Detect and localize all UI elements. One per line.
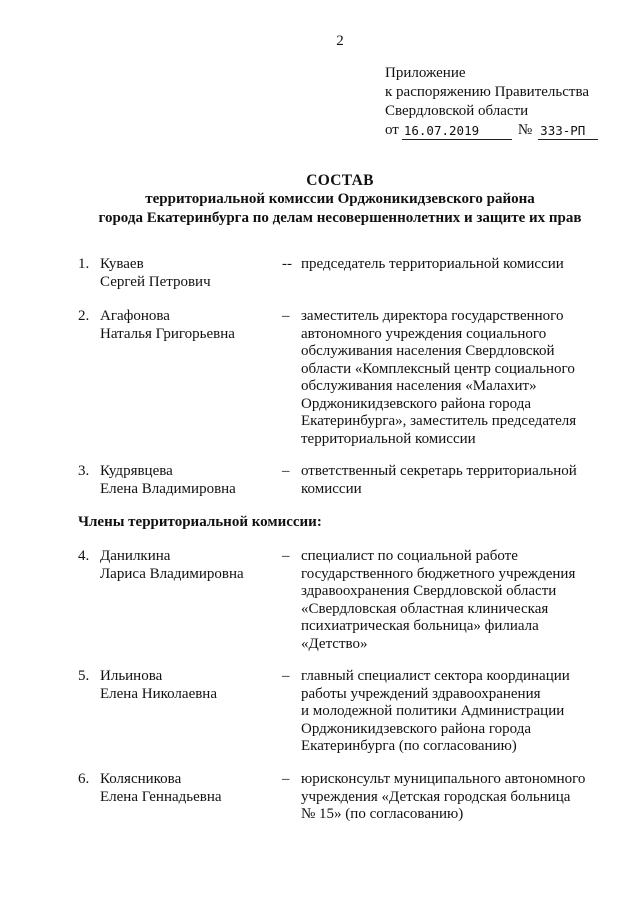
member-surname: Агафонова xyxy=(100,308,170,324)
appendix-line-1: Приложение xyxy=(385,65,466,81)
page-number: 2 xyxy=(336,33,344,49)
member-dash: – xyxy=(282,463,290,479)
member-dash: – xyxy=(282,548,290,564)
member-dash: – xyxy=(282,668,290,684)
role-line: государственного бюджетного учреждения xyxy=(301,565,576,582)
member-name xyxy=(100,463,280,498)
role-line: юрисконсульт муниципального автономного xyxy=(301,771,586,787)
member-dash: – xyxy=(282,771,290,787)
member-name xyxy=(100,771,280,806)
appendix-line-2: к распоряжению Правительства xyxy=(385,84,590,100)
appendix-line-3: Свердловской области xyxy=(385,103,529,119)
role-line: обслуживания населения Свердловской xyxy=(301,343,555,359)
order-date: 16.07.2019 xyxy=(402,124,512,140)
member-given-names: Елена Николаевна xyxy=(100,685,217,702)
role-line: специалист по социальной работе xyxy=(301,548,518,564)
role-line: обслуживания населения «Малахит» xyxy=(301,378,537,394)
number-label: № xyxy=(517,122,533,138)
member-surname: Кудрявцева xyxy=(100,463,173,479)
role-line: автономного учреждения социального xyxy=(301,325,547,342)
member-given-names: Наталья Григорьевна xyxy=(100,325,235,342)
member-given-names: Елена Геннадьевна xyxy=(100,788,222,805)
member-number: 1. xyxy=(78,256,90,272)
member-dash: – xyxy=(282,308,290,324)
member-given-names: Лариса Владимировна xyxy=(100,565,244,582)
member-name xyxy=(100,308,280,343)
title-line-2: территориальной комиссии Орджоникидзевского района xyxy=(145,191,535,207)
from-label: от xyxy=(385,122,399,138)
member-role xyxy=(301,308,601,448)
role-line: председатель территориальной комиссии xyxy=(301,256,564,272)
member-number: 6. xyxy=(78,771,90,787)
role-line: Орджоникидзевского района города xyxy=(301,720,531,737)
appendix-block xyxy=(385,64,598,140)
role-line: главный специалист сектора координации xyxy=(301,668,570,684)
member-number: 5. xyxy=(78,668,90,684)
role-line: Екатеринбурга», заместитель председателя xyxy=(301,413,577,429)
role-line: и молодежной политики Администрации xyxy=(301,703,565,719)
role-line: Екатеринбурга (по согласованию) xyxy=(301,738,517,754)
member-given-names: Сергей Петрович xyxy=(100,273,211,290)
order-number: 333-РП xyxy=(538,124,598,140)
role-line: психиатрическая больница» филиала xyxy=(301,618,539,634)
role-line: заместитель директора государственного xyxy=(301,308,564,324)
document-title xyxy=(0,171,640,228)
role-line: учреждения «Детская городская больница xyxy=(301,788,571,805)
role-line: территориальной комиссии xyxy=(301,430,476,447)
role-line: «Свердловская областная клиническая xyxy=(301,600,549,617)
member-surname: Колясникова xyxy=(100,771,182,787)
title-line-3: города Екатеринбурга по делам несовершеннолетних и защите их прав xyxy=(98,210,582,226)
role-line: № 15» (по согласованию) xyxy=(301,806,464,822)
member-role xyxy=(301,548,601,653)
member-role xyxy=(301,463,601,498)
role-line: Орджоникидзевского района города xyxy=(301,395,531,412)
role-line: здравоохранения Свердловской области xyxy=(301,583,557,599)
title-line-1: СОСТАВ xyxy=(306,172,374,189)
members-heading: Члены территориальной комиссии: xyxy=(78,514,322,530)
member-name xyxy=(100,668,280,703)
member-number: 2. xyxy=(78,308,90,324)
member-role xyxy=(301,668,601,756)
member-surname: Куваев xyxy=(100,256,144,272)
member-surname: Данилкина xyxy=(100,548,171,564)
member-given-names: Елена Владимировна xyxy=(100,480,236,497)
member-role xyxy=(301,771,601,824)
member-surname: Ильинова xyxy=(100,668,163,684)
role-line: ответственный секретарь территориальной xyxy=(301,463,577,479)
role-line: области «Комплексный центр социального xyxy=(301,360,575,377)
member-role xyxy=(301,256,601,274)
role-line: «Детство» xyxy=(301,635,368,652)
member-name xyxy=(100,548,280,583)
role-line: работы учреждений здравоохранения xyxy=(301,685,541,702)
role-line: комиссии xyxy=(301,480,362,497)
member-dash: -- xyxy=(282,256,292,272)
member-number: 3. xyxy=(78,463,90,479)
appendix-date-number-line xyxy=(385,121,598,140)
member-number: 4. xyxy=(78,548,90,564)
member-name xyxy=(100,256,280,291)
